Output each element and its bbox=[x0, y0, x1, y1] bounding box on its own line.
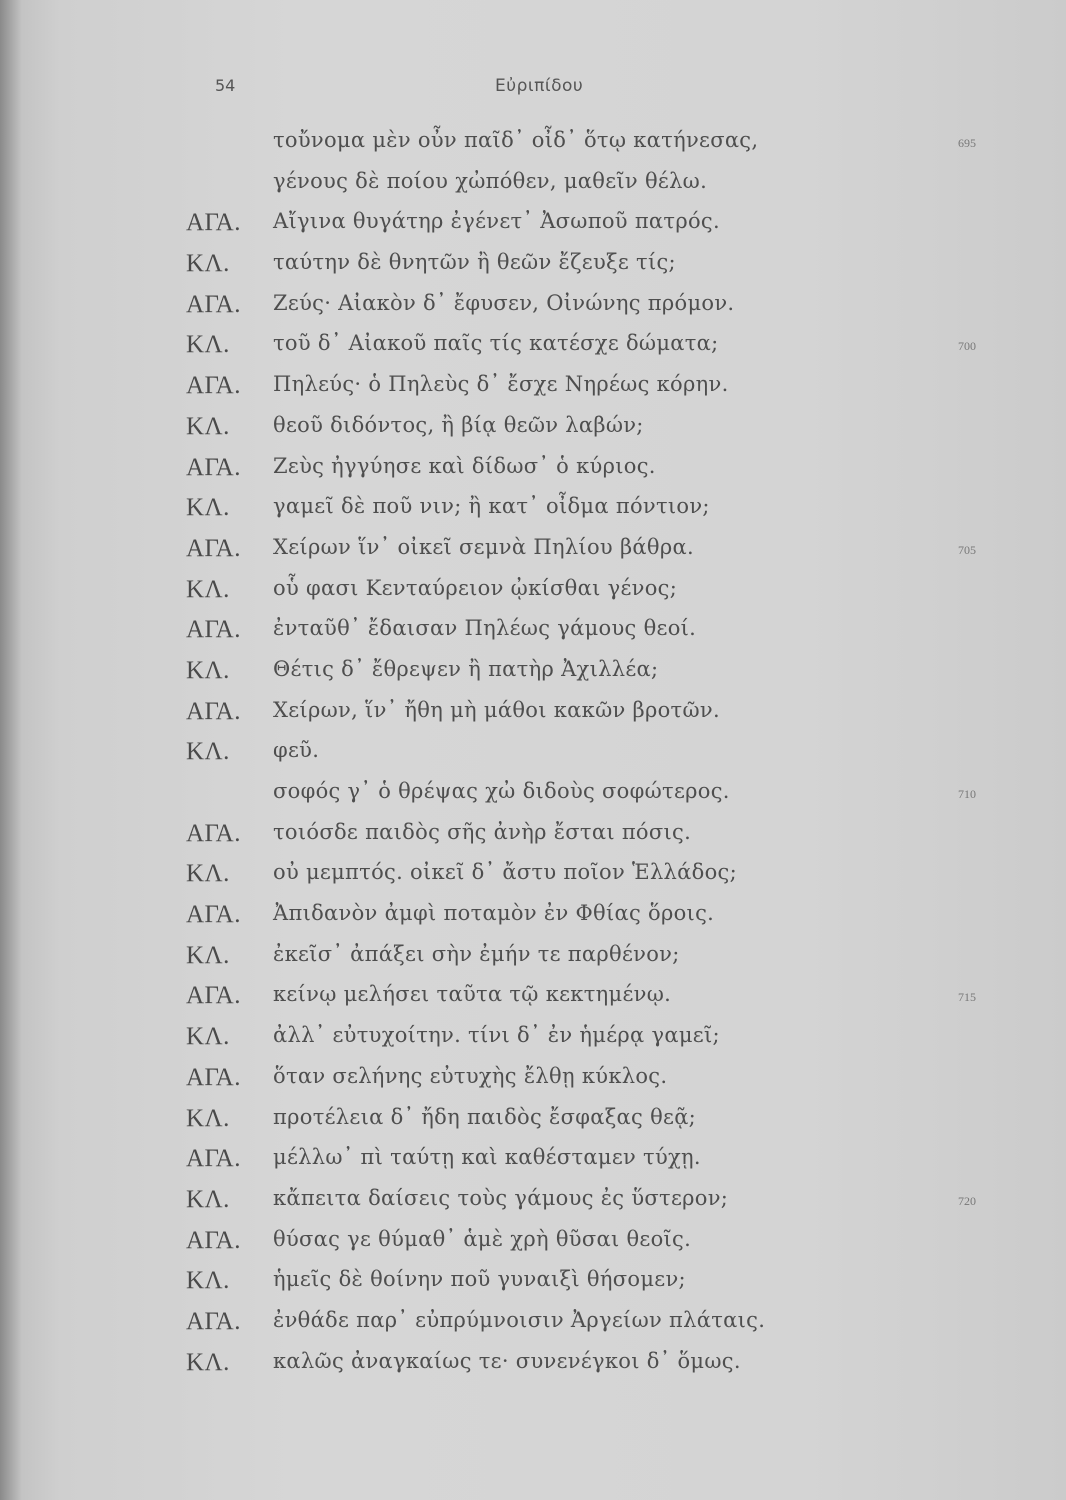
verse-line bbox=[0, 696, 1066, 737]
verse-line bbox=[0, 329, 1066, 370]
verse-line bbox=[0, 1347, 1066, 1388]
verse-line bbox=[0, 1306, 1066, 1347]
verse-text: ἀλλ᾽ εὐτυχοίτην. τίνι δ᾽ ἐν ἡμέρᾳ γαμεῖ; bbox=[273, 1023, 720, 1048]
speaker-label: ΚΛ. bbox=[186, 494, 230, 522]
verse-line bbox=[0, 1184, 1066, 1225]
speaker-label: ΑΓΑ. bbox=[186, 1145, 241, 1173]
verse-line bbox=[0, 411, 1066, 452]
verse-text: τοῦ δ᾽ Αἰακοῦ παῖς τίς κατέσχε δώματα; bbox=[273, 331, 719, 356]
verse-text: ταύτην δὲ θνητῶν ἢ θεῶν ἔζευξε τίς; bbox=[273, 250, 676, 275]
verse-line bbox=[0, 289, 1066, 330]
verse-text: ἐνταῦθ᾽ ἔδαισαν Πηλέως γάμους θεοί. bbox=[273, 616, 697, 641]
speaker-label: ΚΛ. bbox=[186, 1348, 230, 1376]
verse-line bbox=[0, 1265, 1066, 1306]
verse-line bbox=[0, 1062, 1066, 1103]
verse-line bbox=[0, 899, 1066, 940]
speaker-label: ΑΓΑ. bbox=[186, 901, 241, 929]
speaker-label: ΚΛ. bbox=[186, 1267, 230, 1295]
speaker-label: ΑΓΑ. bbox=[186, 697, 241, 725]
verse-text: Ἀπιδανὸν ἀμφὶ ποταμὸν ἐν Φθίας ὅροις. bbox=[273, 901, 715, 926]
line-number: 705 bbox=[958, 542, 976, 557]
verse-text: ἐνθάδε παρ᾽ εὐπρύμνοισιν Ἀργείων πλάταις. bbox=[273, 1307, 766, 1332]
page-number: 54 bbox=[215, 76, 236, 95]
speaker-label: ΑΓΑ. bbox=[186, 453, 241, 481]
verse-text: ὅταν σελήνης εὐτυχὴς ἔλθῃ κύκλος. bbox=[273, 1063, 668, 1088]
verse-text: κείνῳ μελήσει ταῦτα τῷ κεκτημένῳ. bbox=[273, 982, 672, 1007]
line-number: 695 bbox=[958, 136, 976, 150]
verse-text: Ζεύς· Αἰακὸν δ᾽ ἔφυσεν, Οἰνώνης πρόμον. bbox=[273, 290, 735, 315]
speaker-label: ΚΛ. bbox=[186, 1185, 230, 1213]
speaker-label: ΚΛ. bbox=[186, 738, 230, 766]
verse-text: ἐκεῖσ᾽ ἀπάξει σὴν ἐμήν τε παρθένον; bbox=[273, 941, 680, 966]
verse-text: Χείρων, ἵν᾽ ἤθη μὴ μάθοι κακῶν βροτῶν. bbox=[273, 697, 720, 722]
verse-line bbox=[0, 370, 1066, 411]
verse-line bbox=[0, 492, 1066, 533]
speaker-label: ΑΓΑ. bbox=[186, 534, 241, 562]
speaker-label: ΚΛ. bbox=[186, 331, 230, 359]
speaker-label: ΚΛ. bbox=[186, 1104, 230, 1132]
verse-line bbox=[0, 980, 1066, 1021]
verse-line bbox=[0, 858, 1066, 899]
verse-text: κἄπειτα δαίσεις τοὺς γάμους ἐς ὕστερον; bbox=[273, 1185, 729, 1210]
verse-line bbox=[0, 533, 1066, 574]
speaker-label: ΚΛ. bbox=[186, 575, 230, 603]
verse-line bbox=[0, 452, 1066, 493]
verse-text: τοιόσδε παιδὸς σῆς ἀνὴρ ἔσται πόσις. bbox=[273, 819, 692, 844]
verse-line bbox=[0, 940, 1066, 981]
verse-line bbox=[0, 126, 1066, 167]
speaker-label: ΑΓΑ. bbox=[186, 372, 241, 400]
speaker-label: ΑΓΑ. bbox=[186, 616, 241, 644]
verse-text: Θέτις δ᾽ ἔθρεψεν ἢ πατὴρ Ἀχιλλέα; bbox=[273, 656, 659, 681]
line-number: 700 bbox=[958, 339, 976, 354]
verse-line bbox=[0, 736, 1066, 777]
verse-text: σοφός γ᾽ ὁ θρέψας χὠ διδοὺς σοφώτερος. bbox=[273, 779, 730, 803]
verse-block bbox=[0, 126, 1066, 1387]
speaker-label: ΚΛ. bbox=[186, 656, 230, 684]
speaker-label: ΚΛ. bbox=[186, 860, 230, 888]
speaker-label: ΑΓΑ. bbox=[186, 1226, 241, 1254]
verse-text: Ζεὺς ἠγγύησε καὶ δίδωσ᾽ ὁ κύριος. bbox=[273, 453, 656, 478]
verse-line bbox=[0, 167, 1066, 208]
verse-text: Αἴγινα θυγάτηρ ἐγένετ᾽ Ἀσωποῦ πατρός. bbox=[273, 209, 720, 234]
verse-text: θεοῦ διδόντος, ἢ βίᾳ θεῶν λαβών; bbox=[273, 412, 644, 437]
speaker-label: ΚΛ. bbox=[186, 412, 230, 440]
verse-line bbox=[0, 1225, 1066, 1266]
verse-text: γένους δὲ ποίου χὠπόθεν, μαθεῖν θέλω. bbox=[273, 168, 708, 193]
verse-text: οὐ μεμπτός. οἰκεῖ δ᾽ ἄστυ ποῖον Ἑλλάδος; bbox=[273, 860, 737, 885]
verse-text: Χείρων ἵν᾽ οἰκεῖ σεμνὰ Πηλίου βάθρα. bbox=[273, 534, 694, 559]
verse-text: τοὔνομα μὲν οὖν παῖδ᾽ οἶδ᾽ ὅτῳ κατήνεσας, bbox=[273, 128, 759, 152]
verse-text: θύσας γε θύμαθ᾽ ἁμὲ χρὴ θῦσαι θεοῖς. bbox=[273, 1226, 692, 1251]
speaker-label: ΑΓΑ. bbox=[186, 1307, 241, 1335]
verse-text: προτέλεια δ᾽ ἤδη παιδὸς ἔσφαξας θεᾷ; bbox=[273, 1104, 697, 1129]
line-number: 710 bbox=[958, 787, 976, 801]
speaker-label: ΚΛ. bbox=[186, 1023, 230, 1051]
verse-text: καλῶς ἀναγκαίως τε· συνενέγκοι δ᾽ ὅμως. bbox=[273, 1348, 741, 1373]
verse-text: ἡμεῖς δὲ θοίνην ποῦ γυναιξὶ θήσομεν; bbox=[273, 1267, 686, 1292]
speaker-label: ΚΛ. bbox=[186, 941, 230, 969]
verse-line bbox=[0, 1103, 1066, 1144]
verse-line bbox=[0, 818, 1066, 859]
speaker-label: ΑΓΑ. bbox=[186, 290, 241, 318]
verse-line bbox=[0, 1143, 1066, 1184]
line-number: 720 bbox=[958, 1193, 976, 1208]
verse-text: φεῦ. bbox=[273, 738, 320, 763]
verse-line bbox=[0, 614, 1066, 655]
speaker-label: ΚΛ. bbox=[186, 250, 230, 278]
line-number: 715 bbox=[958, 990, 976, 1005]
verse-line bbox=[0, 207, 1066, 248]
verse-line bbox=[0, 574, 1066, 615]
verse-line bbox=[0, 655, 1066, 696]
speaker-label: ΑΓΑ. bbox=[186, 982, 241, 1010]
speaker-label: ΑΓΑ. bbox=[186, 819, 241, 847]
verse-line bbox=[0, 248, 1066, 289]
verse-text: Πηλεύς· ὁ Πηλεὺς δ᾽ ἔσχε Νηρέως κόρην. bbox=[273, 372, 729, 397]
verse-text: μέλλω᾽ πὶ ταύτῃ καὶ καθέσταμεν τύχῃ. bbox=[273, 1145, 701, 1170]
verse-text: οὗ φασι Κενταύρειον ᾠκίσθαι γένος; bbox=[273, 575, 678, 600]
verse-line bbox=[0, 1021, 1066, 1062]
speaker-label: ΑΓΑ. bbox=[186, 1063, 241, 1091]
verse-line bbox=[0, 777, 1066, 818]
speaker-label: ΑΓΑ. bbox=[186, 209, 241, 237]
verse-text: γαμεῖ δὲ ποῦ νιν; ἢ κατ᾽ οἶδμα πόντιον; bbox=[273, 494, 710, 519]
running-head: Εὐριπίδου bbox=[495, 76, 584, 96]
